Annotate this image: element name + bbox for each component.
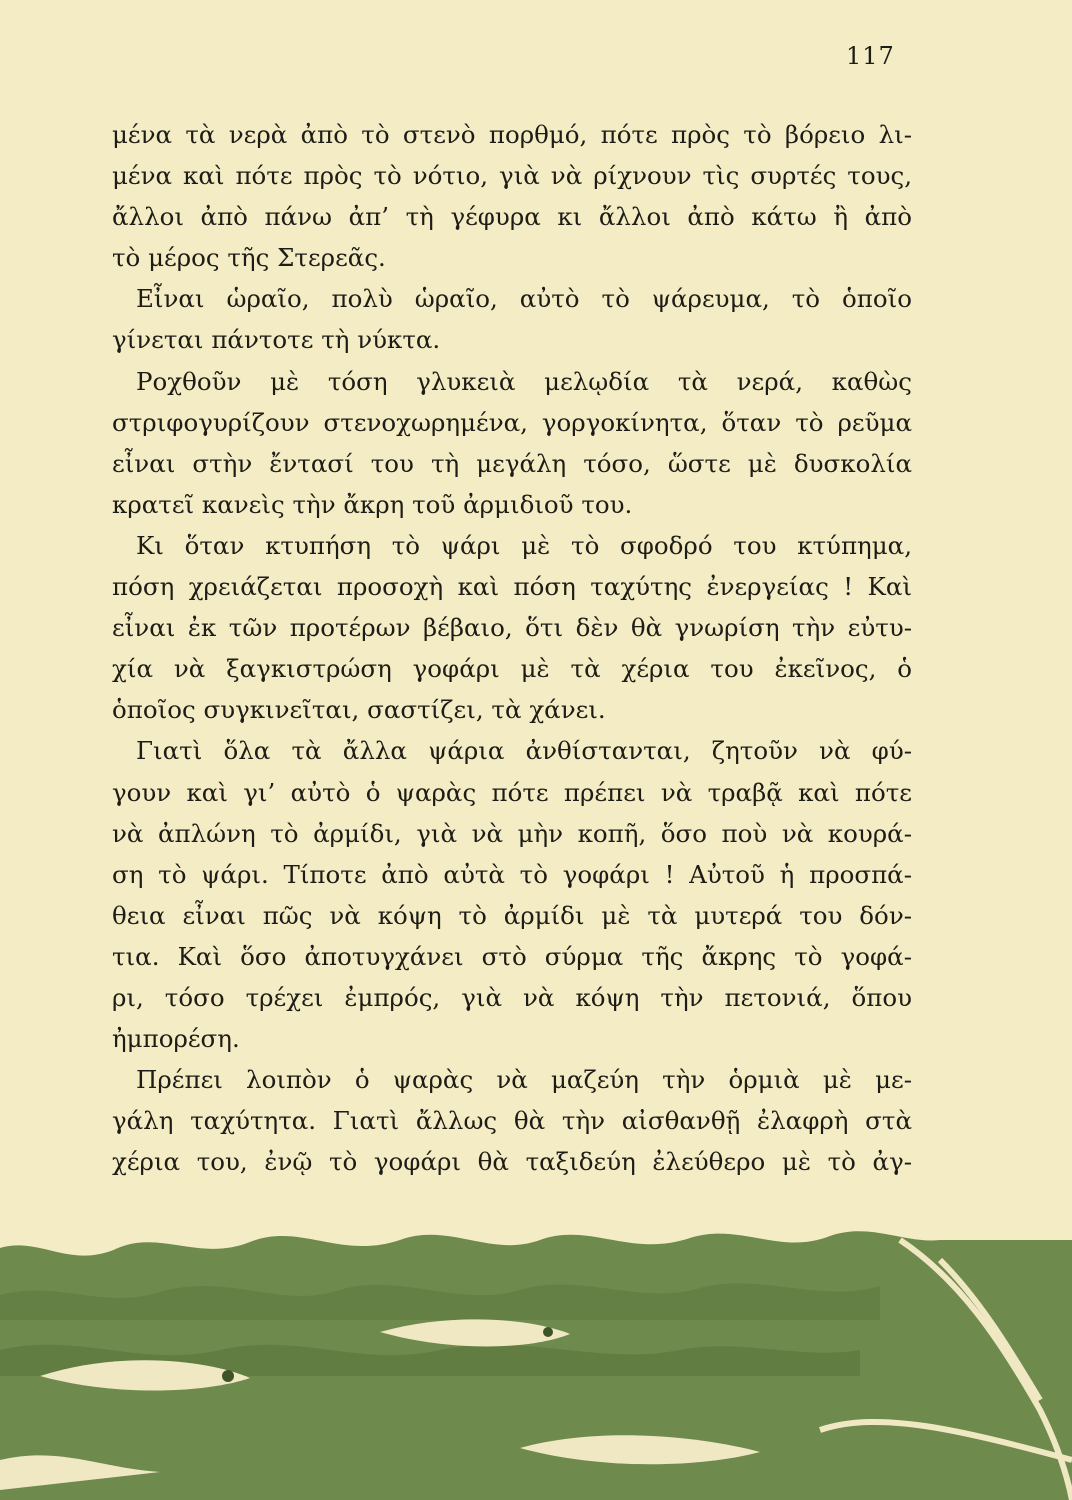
body-text bbox=[112, 114, 912, 1182]
text-line: Κι ὅταν κτυπήση τὸ ψάρι μὲ τὸ σφοδρό του κτύπημα, bbox=[136, 530, 912, 560]
text-line: θεια εἶναι πῶς νὰ κόψη τὸ ἀρμίδι μὲ τὰ μυτερά του δόν- bbox=[112, 900, 912, 930]
text-line: Γιατὶ ὅλα τὰ ἄλλα ψάρια ἀνθίστανται, ζητοῦν νὰ φύ- bbox=[136, 736, 912, 766]
text-line: στριφογυρίζουν στενοχωρημένα, γοργοκίνητα, ὅταν τὸ ρεῦμα bbox=[112, 407, 912, 437]
page-number: 117 bbox=[846, 42, 895, 70]
text-line: Ροχθοῦν μὲ τόση γλυκειὰ μελῳδία τὰ νερά, καθὼς bbox=[136, 366, 912, 396]
text-line: χέρια του, ἐνῷ τὸ γοφάρι θὰ ταξιδεύη ἐλεύθερο μὲ τὸ ἀγ- bbox=[112, 1147, 912, 1177]
text-line: γουν καὶ γι’ αὐτὸ ὁ ψαρὰς πότε πρέπει νὰ τραβᾷ καὶ πότε bbox=[112, 777, 912, 807]
text-line: εἶναι στὴν ἔντασί του τὴ μεγάλη τόσο, ὥστε μὲ δυσκολία bbox=[112, 448, 912, 478]
text-line: μένα καὶ πότε πρὸς τὸ νότιο, γιὰ νὰ ρίχνουν τὶς συρτές τους, bbox=[112, 161, 912, 191]
text-line: νὰ ἀπλώνη τὸ ἀρμίδι, γιὰ νὰ μὴν κοπῆ, ὅσο ποὺ νὰ κουρά- bbox=[112, 818, 912, 848]
text-line: ση τὸ ψάρι. Τίποτε ἀπὸ αὐτὰ τὸ γοφάρι ! Αὐτοῦ ἡ προσπά- bbox=[112, 859, 912, 889]
text-line: ἠμπορέση. bbox=[112, 1024, 240, 1054]
text-line: γίνεται πάντοτε τὴ νύκτα. bbox=[112, 325, 441, 355]
text-line: πόση χρειάζεται προσοχὴ καὶ πόση ταχύτης ἐνεργείας ! Καὶ bbox=[112, 572, 912, 602]
text-line: μένα τὰ νερὰ ἀπὸ τὸ στενὸ πορθμό, πότε πρὸς τὸ βόρειο λι- bbox=[112, 120, 912, 149]
text-line: εἶναι ἐκ τῶν προτέρων βέβαιο, ὅτι δὲν θὰ γνωρίση τὴν εὐτυ- bbox=[112, 613, 912, 643]
sea-fish-illustration bbox=[0, 1200, 1072, 1500]
text-line: Πρέπει λοιπὸν ὁ ψαρὰς νὰ μαζεύη τὴν ὁρμιὰ μὲ με- bbox=[136, 1065, 912, 1095]
text-line: ὁποῖος συγκινεῖται, σαστίζει, τὰ χάνει. bbox=[112, 695, 606, 725]
text-line: γάλη ταχύτητα. Γιατὶ ἄλλως θὰ τὴν αἰσθανθῇ ἐλαφρὴ στὰ bbox=[112, 1106, 912, 1136]
text-line: ἄλλοι ἀπὸ πάνω ἀπ’ τὴ γέφυρα κι ἄλλοι ἀπὸ κάτω ἢ ἀπὸ bbox=[112, 202, 912, 232]
text-line: χία νὰ ξαγκιστρώση γοφάρι μὲ τὰ χέρια του ἐκεῖνος, ὁ bbox=[112, 654, 912, 684]
text-line: κρατεῖ κανεὶς τὴν ἄκρη τοῦ ἀρμιδιοῦ του. bbox=[112, 489, 633, 519]
text-line: ρι, τόσο τρέχει ἐμπρός, γιὰ νὰ κόψη τὴν πετονιά, ὅπου bbox=[112, 982, 912, 1012]
text-line: Εἶναι ὡραῖο, πολὺ ὡραῖο, αὐτὸ τὸ ψάρευμα, τὸ ὁποῖο bbox=[136, 284, 912, 314]
text-line: τια. Καὶ ὅσο ἀποτυγχάνει στὸ σύρμα τῆς ἄκρης τὸ γοφά- bbox=[112, 941, 912, 971]
text-line: τὸ μέρος τῆς Στερεᾶς. bbox=[112, 243, 386, 273]
